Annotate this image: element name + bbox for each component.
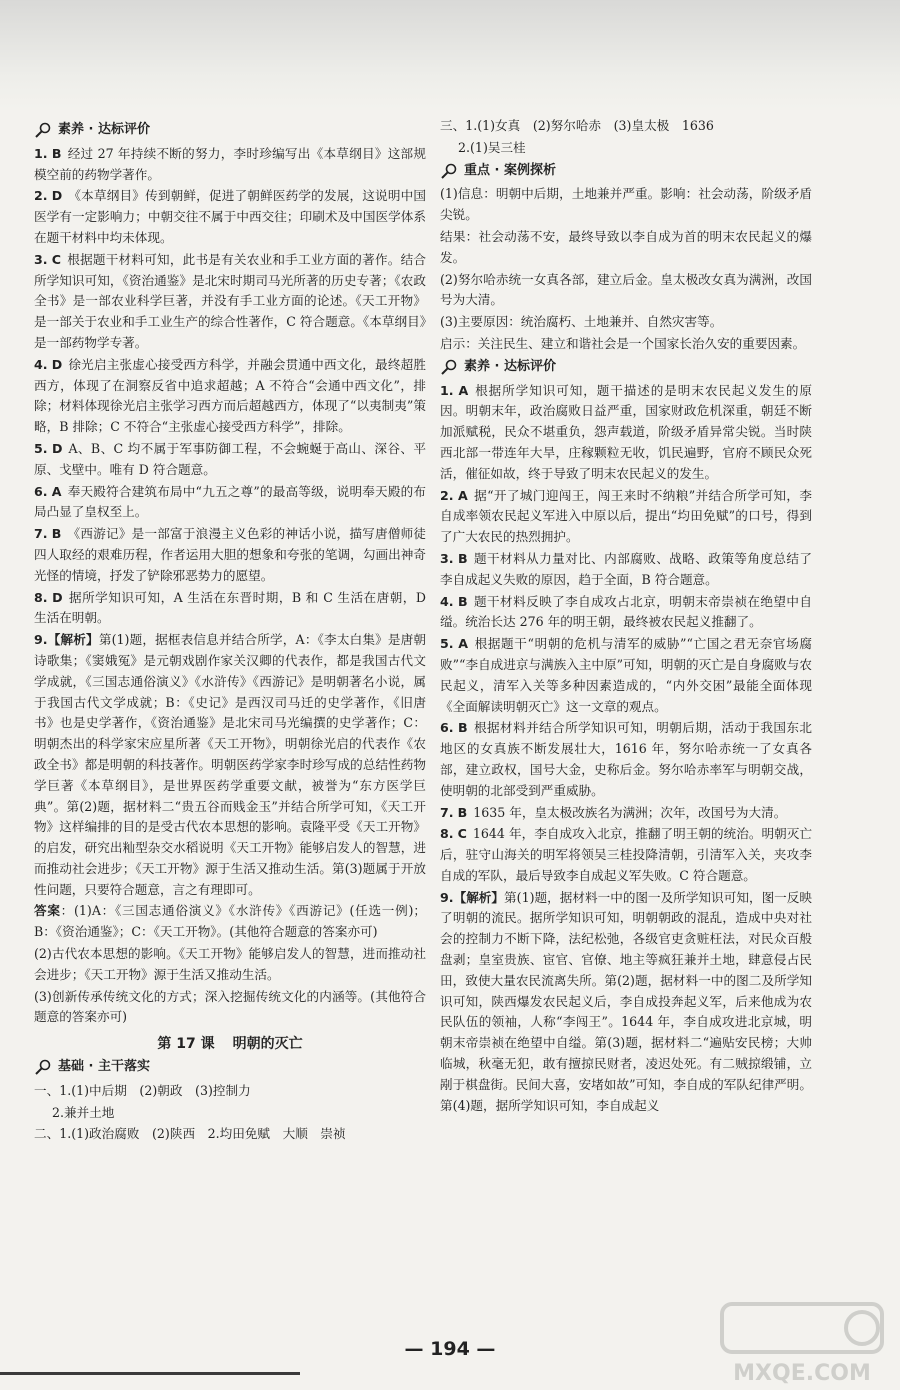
watermark-logo <box>712 1300 892 1386</box>
item-number: 6. <box>34 483 48 499</box>
analysis-tag: 【解析】 <box>453 889 505 905</box>
item-text: 题干材料反映了李自成攻占北京，明朝末帝崇祯在绝望中自缢。统治长达 276 年的明王朝，最终被农民起义推翻了。 <box>440 593 813 630</box>
item-number: 3. <box>440 550 454 566</box>
watermark-text: MXQE.COM <box>733 1361 871 1386</box>
magnifier-icon <box>34 122 54 138</box>
item-text: 根据题干材料可知，此书是有关农业和手工业方面的著作。结合所学知识可知，《资治通鉴》是北宋时期司马光所著的历史专著；《农政全书》是一部农业科学巨著，并没有手工业方面的论述。《天工开物》是一部关于农业和手工业生产的综合性著作，C 符合题意。《本草纲目》是一部药物学专著。 <box>34 251 426 350</box>
magnifier-icon <box>440 359 460 375</box>
item-text: 1644 年，李自成攻入北京，推翻了明王朝的统治。明朝灭亡后，驻守山海关的明军将领吴三桂投降清朝，引清军入关，夹攻李自成的军队，最后导致李自成起义军失败。C 符合题意。 <box>440 826 812 883</box>
answer-label: 答案 <box>34 903 61 919</box>
answer-item <box>440 718 812 801</box>
item-text: 第(1)题，据框表信息并结合所学，A：《李太白集》是唐朝诗歌集；《窦娥冤》是元朝戏剧作家关汉卿的代表作，都是我国古代文学成就，《三国志通俗演义》《水浒传》《西游记》是明朝著名小说，属于我国古代文学成就；B：《史记》是西汉司马迁的史学著作，《旧唐书》也是史学著作，《资治通鉴》是北宋司马光编撰的史学著作；C：明朝杰出的科学家宋应星所著《天工开物》，明朝徐光启的代表作《农政全书》都是明朝的科技著作。明朝医药学家李时珍写成的总结性药物学巨著《本草纲目》，是世界医药学重要文献，被誉为“东方医学巨典”。第(2)题，据材料二“贵五谷而贱金玉”并结合所学可知，《天工开物》这样编排的目的是受古代农本思想的影响。袁隆平受《天工开物》的启发，研究出籼型杂交水稻说明《天工开物》能够启发人的智慧，进而推动社会进步；《天工开物》源于生活又推动生活。第(3)题属于开放性问题，只要符合题意，言之有理即可。 <box>34 632 427 897</box>
answer-block: (2)古代农本思想的影响。《天工开物》能够启发人的智慧，进而推动社会进步；《天工开物》源于生活又推动生活。 <box>34 946 426 982</box>
page-number: — 194 — <box>404 1338 496 1360</box>
item-answer: A <box>457 487 468 503</box>
magnifier-icon <box>34 1059 54 1075</box>
item-number: 8. <box>34 589 48 605</box>
item-answer: B <box>51 526 62 542</box>
item-text: 《西游记》是一部富于浪漫主义色彩的神话小说，描写唐僧师徒四人取经的艰难历程，作者运用大胆的想象和夸张的笔调，勾画出神奇光怪的情境，抒发了铲除邪恶势力的愿望。 <box>34 526 426 583</box>
item-answer: A <box>51 483 62 499</box>
answer-item <box>34 355 426 438</box>
case-line: (2)努尔哈赤统一女真各部，建立后金。皇太极改女真为满洲，改国号为大清。 <box>440 271 812 308</box>
item-text: A、B、C 均不属于军事防御工程，不会蜿蜒于高山、深谷、平原、戈壁中。唯有 D 符合题意。 <box>34 440 426 477</box>
section-title: 素养 · 达标评价 <box>58 122 150 137</box>
item-number: 8. <box>440 826 454 842</box>
right-column <box>440 118 812 1117</box>
item-answer: A <box>458 382 469 398</box>
basics-line: 二、1.(1)政治腐败 (2)陕西 2.均田免赋 大顺 崇祯 <box>34 1126 346 1142</box>
answer-item <box>34 186 426 248</box>
item-number: 3. <box>34 251 48 267</box>
case-line: 结果：社会动荡不安，最终导致以李自成为首的明末农民起义的爆发。 <box>440 228 812 265</box>
answer-item <box>440 549 812 591</box>
lesson-name: 明朝的灭亡 <box>232 1036 303 1053</box>
item-answer: C <box>51 251 62 267</box>
section-header-literacy <box>440 357 812 378</box>
answer-block <box>34 901 426 943</box>
answer-item <box>440 486 812 548</box>
answer-item <box>34 482 426 524</box>
item-number: 2. <box>440 487 454 503</box>
item-answer: D <box>52 589 63 605</box>
item-number: 7. <box>34 526 48 542</box>
case-line: 启示：关注民生、建立和谐社会是一个国家长治久安的重要因素。 <box>440 335 806 351</box>
item-text: 题干材料从力量对比、内部腐败、战略、政策等角度总结了李自成起义失败的原因，趋于全面，B 符合题意。 <box>440 550 813 587</box>
item-answer: C <box>457 826 467 842</box>
answer-item <box>440 803 812 824</box>
answer-item <box>440 824 812 886</box>
item-text: 根据题干“明朝的危机与清军的威胁”“亡国之君无奈官场腐败”“李自成进京与满族入主中原”可知，明朝的灭亡是自身腐败与农民起义，清军入关等多种因素造成的，“内外交困”最能全面体现《全面解读明朝灭亡》这一文章的观点。 <box>440 636 812 714</box>
item-text: 《本草纲目》传到朝鲜，促进了朝鲜医药学的发展，这说明中国医学有一定影响力；中朝交往不属于中西交往；印刷术及中国医学体系在题干材料中均未体现。 <box>34 188 426 245</box>
item-text: 根据材料并结合所学知识可知，明朝后期，活动于我国东北地区的女真族不断发展壮大，1616 年，努尔哈赤统一了女真各部，建立政权，国号大金，史称后金。努尔哈赤率军与明朝交战，使明朝的北部受到严重威胁。 <box>440 720 813 798</box>
item-text: 根据所学知识可知，题干描述的是明末农民起义发生的原因。明朝末年，政治腐败日益严重，国家财政危机深重，朝廷不断加派赋税，民众不堪重负，怨声载道，阶级矛盾异常尖锐。当时陕西北部一带连年大旱，庄稼颗粒无收，饥民遍野，官府不顾民众死活，催征如故，终于导致了明末农民起义的发生。 <box>440 382 812 481</box>
answer-item <box>440 381 812 485</box>
basics-line: 2.兼并土地 <box>52 1104 115 1120</box>
section-title: 重点 · 案例探析 <box>464 162 556 178</box>
magnifier-icon <box>440 163 460 179</box>
item-answer: B <box>458 550 468 566</box>
answer-item <box>440 592 812 634</box>
case-line: (3)主要原因：统治腐朽、土地兼并、自然灾害等。 <box>440 314 723 330</box>
item-text: 经过 27 年持续不断的努力，李时珍编写出《本草纲目》这部规模空前的药物学著作。 <box>34 145 426 182</box>
item-number: 1. <box>34 145 48 161</box>
item-number: 7. <box>440 804 454 820</box>
answer-block: (3)创新传承传统文化的方式；深入挖掘传统文化的内涵等。(其他符合题意的答案亦可) <box>34 988 426 1025</box>
section-header-literacy <box>34 120 426 141</box>
item-number: 4. <box>34 356 48 372</box>
item-text: 奉天殿符合建筑布局中“九五之尊”的最高等级，说明奉天殿的布局凸显了皇权至上。 <box>34 483 426 520</box>
section-title: 素养 · 达标评价 <box>464 358 556 374</box>
item-text: 第(1)题，据材料一中的图一及所学知识可知，图一反映了明朝的流民。据所学知识可知，明朝朝政的混乱，造成中央对社会的控制力不断下降，法纪松弛，各级官吏贪赃枉法，对民众百般盘剥；皇室贵族、宦官、官僚、地主等疯狂兼并土地，肆意侵占民田，致使大量农民流离失所。第(2)题，据材料一中的图二及所学知识可知，陕西爆发农民起义后，李自成投奔起义军，后来他成为农民队伍的领袖，人称“李闯王”。1644 年，李自成攻进北京城，明朝末帝崇祯在绝望中自缢。第(3)题，据材料二“遍贴安民榜；大帅临城，秋毫无犯，敢有擅掠民财者，凌迟处死。有二贼掠缎铺，立剐于棋盘街。民间大喜，安堵如故”可知，李自成的军队纪律严明。第(4)题，据所学知识可知，李自成起义 <box>440 889 813 1113</box>
bottom-rule <box>0 1372 300 1375</box>
item-answer: B <box>51 145 62 161</box>
item-text: 据“开了城门迎闯王，闯王来时不纳粮”并结合所学可知，李自成率领农民起义军进入中原以后，提出“均田免赋”的口号，得到了广大农民的热烈拥护。 <box>440 487 812 545</box>
item-text: 1635 年，皇太极改族名为满洲；次年，改国号为大清。 <box>473 804 787 820</box>
item-answer: D <box>51 188 63 204</box>
section-header-case <box>440 161 812 182</box>
item-number: 5. <box>440 636 454 652</box>
analysis-tag: 【解析】 <box>47 632 99 648</box>
item-number: 9. <box>440 889 454 905</box>
answer-item <box>34 524 426 586</box>
basics-line: 三、1.(1)女真 (2)努尔哈赤 (3)皇太极 1636 <box>440 118 714 133</box>
item-text: 据所学知识可知，A 生活在东晋时期，B 和 C 生活在唐朝，D 生活在明朝。 <box>34 589 426 626</box>
item-number: 2. <box>34 188 48 204</box>
basics-line: 一、1.(1)中后期 (2)朝政 (3)控制力 <box>34 1082 251 1098</box>
item-number: 4. <box>440 593 454 609</box>
left-column <box>34 118 426 1146</box>
answer-item <box>440 634 812 717</box>
answer-item <box>34 250 426 354</box>
answer-text: ：(1)A：《三国志通俗演义》《水浒传》《西游记》(任选一例)；B：《资治通鉴》；C：《天工开物》。(其他符合题意的答案亦可) <box>34 903 426 940</box>
item-answer: A <box>458 636 468 652</box>
item-answer: B <box>457 804 468 820</box>
section-header-basics <box>34 1057 426 1078</box>
item-answer: B <box>458 593 468 609</box>
lesson-title <box>34 1034 426 1055</box>
answer-item <box>34 439 426 481</box>
lesson-number: 第 17 课 <box>157 1036 215 1053</box>
item-answer: D <box>51 440 63 456</box>
item-number: 9. <box>34 632 48 648</box>
item-number: 1. <box>440 382 454 398</box>
item-number: 6. <box>440 720 454 736</box>
answer-item <box>34 630 426 900</box>
item-number: 5. <box>34 440 48 456</box>
page-top-shade <box>0 0 900 110</box>
answer-item <box>34 144 426 186</box>
answer-item <box>34 588 426 630</box>
basics-line: 2.(1)吴三桂 <box>458 139 526 155</box>
section-title: 基础 · 主干落实 <box>58 1059 150 1075</box>
case-line: (1)信息：明朝中后期，土地兼并严重。影响：社会动荡，阶级矛盾尖锐。 <box>440 186 812 223</box>
answer-item <box>440 888 812 1117</box>
item-text: 徐光启主张虚心接受西方科学，并融会贯通中西文化，最终超胜西方，体现了在洞察反省中追求超越；A 不符合“会通中西文化”，排除；材料体现徐光启主张学习西方而后超越西方，体现了“以夷制夷”策略，B 排除；C 不符合“主张虚心接受西方科学”，排除。 <box>34 356 426 435</box>
item-answer: B <box>458 720 468 736</box>
item-answer: D <box>51 356 63 372</box>
